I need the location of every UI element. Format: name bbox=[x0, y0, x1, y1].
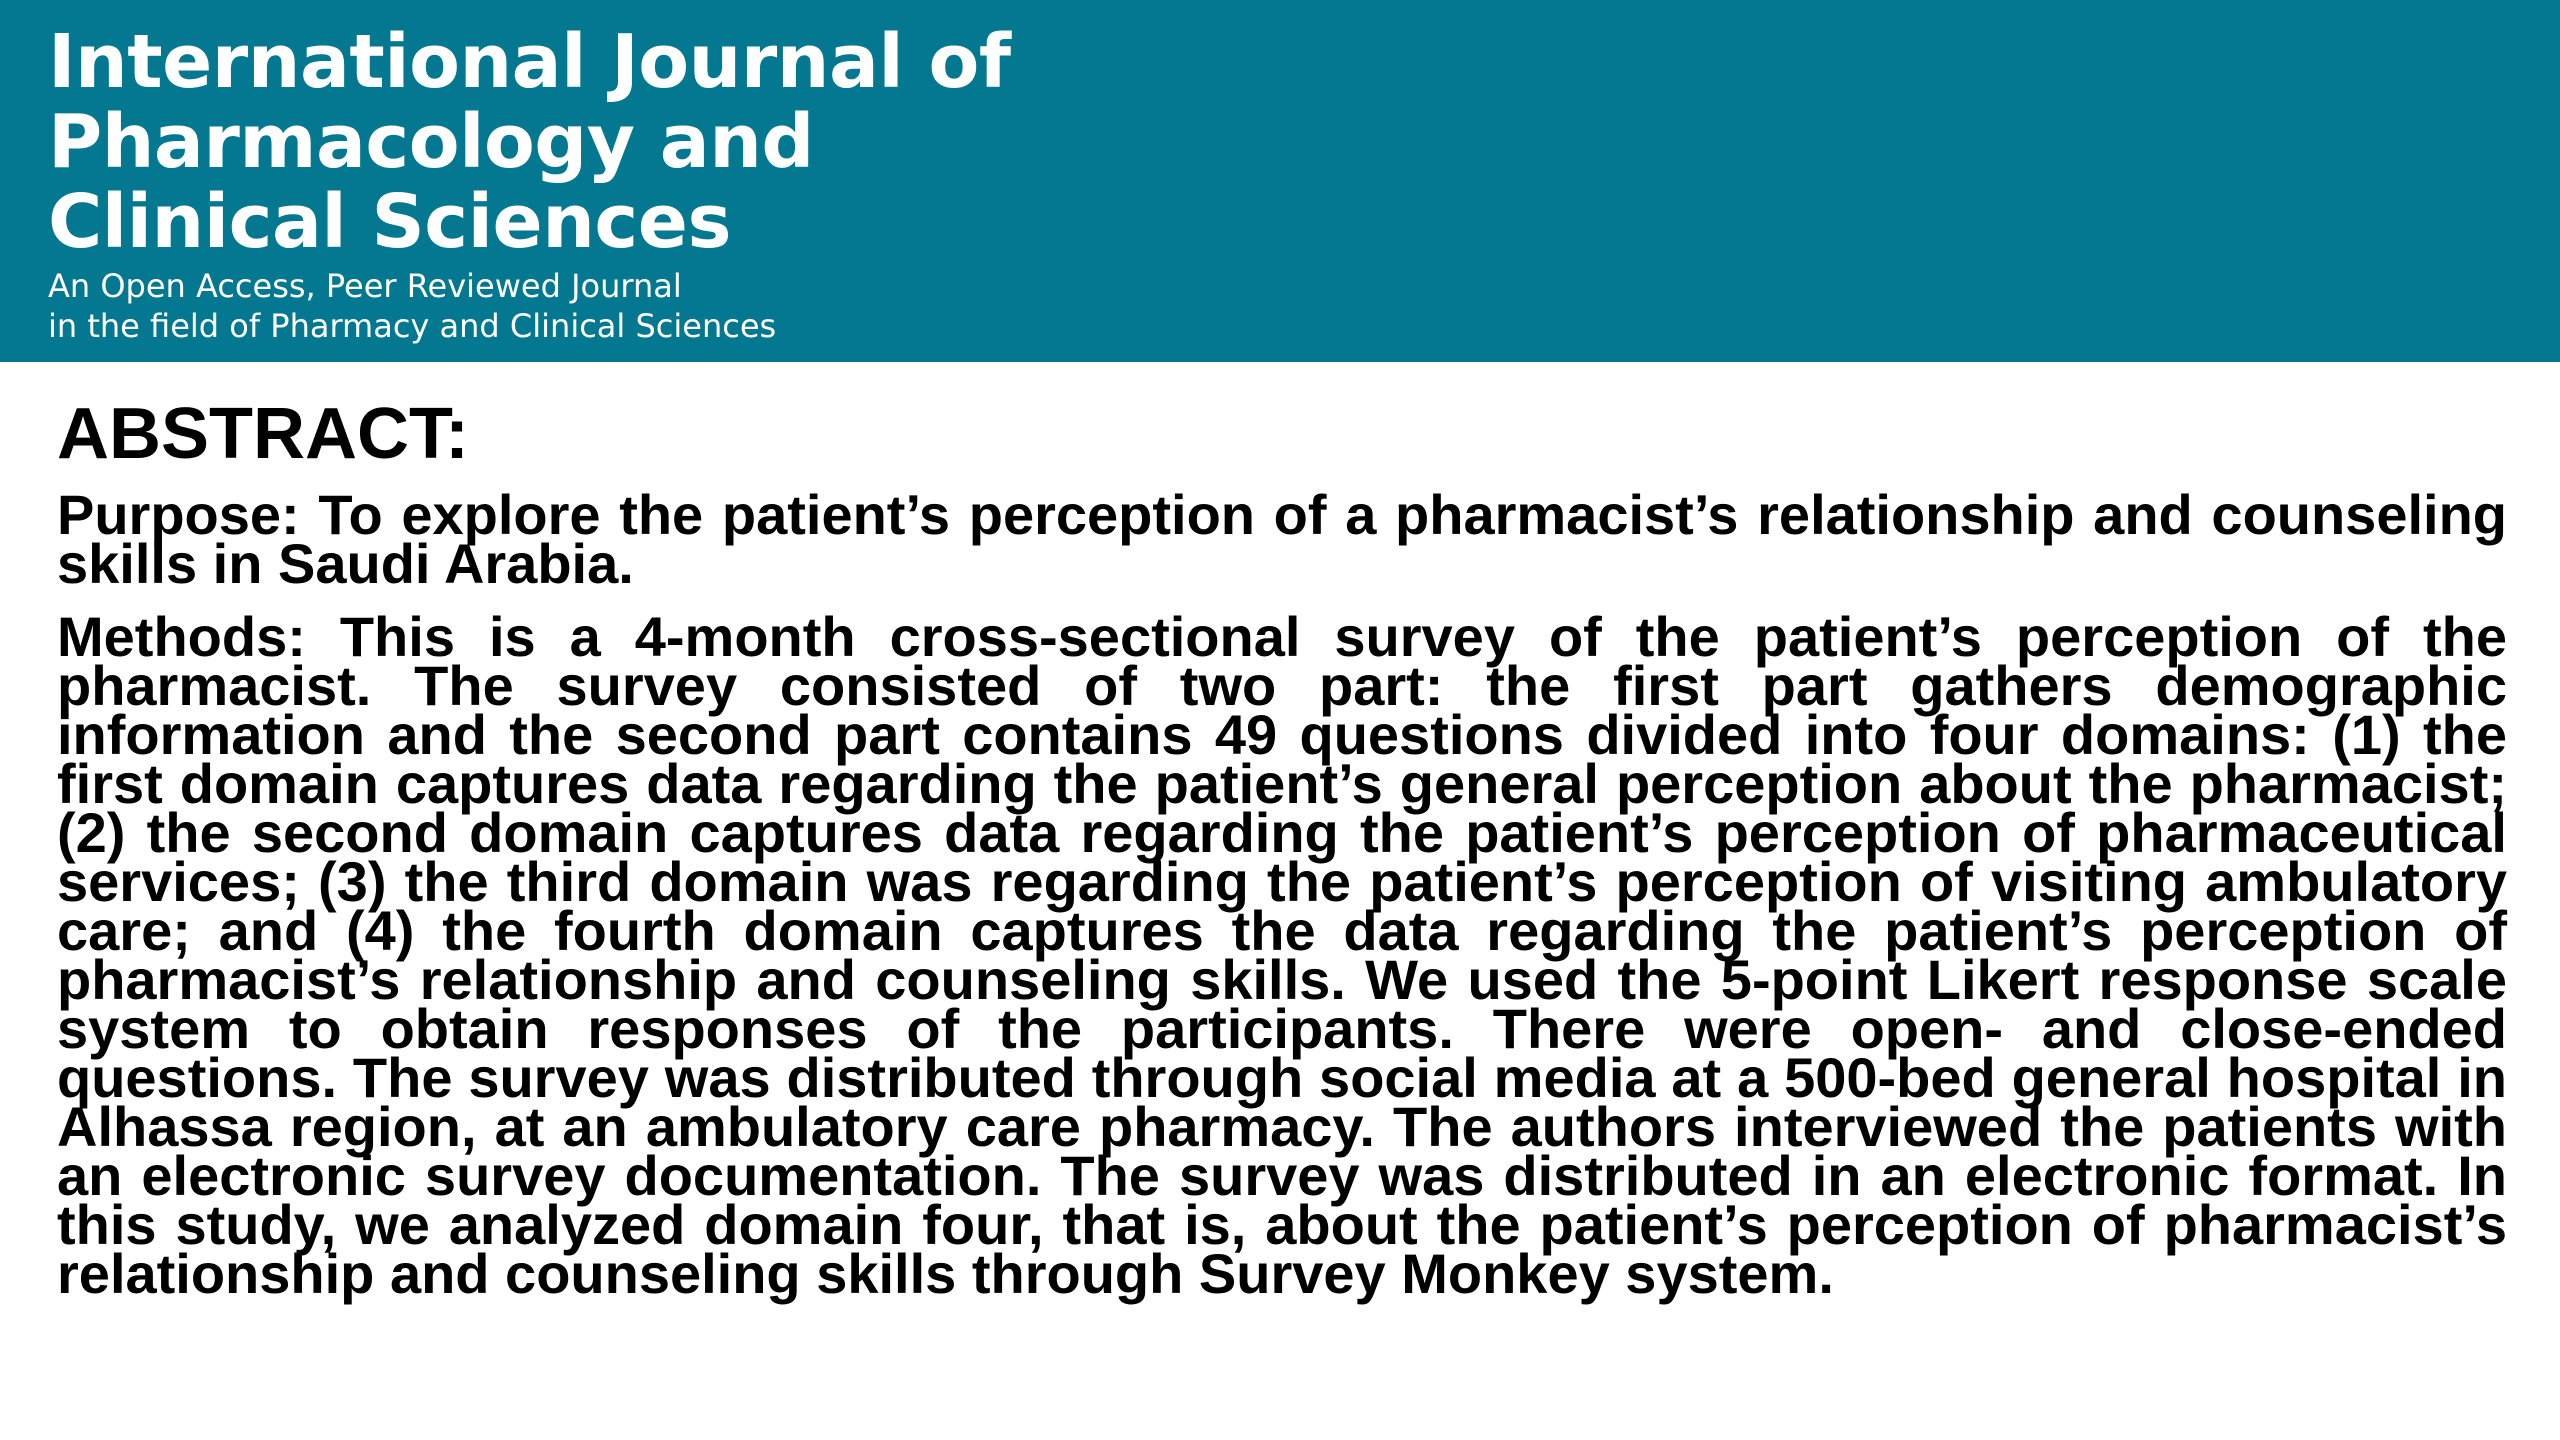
methods-label: Methods: bbox=[57, 605, 306, 668]
abstract-section bbox=[57, 392, 2507, 1322]
abstract-heading: ABSTRACT: bbox=[57, 394, 469, 474]
journal-title-line: International Journal of bbox=[48, 19, 1011, 105]
journal-title bbox=[48, 19, 2560, 265]
purpose-text: To explore the patient’s perception of a pharmacist’s relationship and counseling skills in Saudi Arabia. bbox=[57, 483, 2508, 595]
purpose-label: Purpose: bbox=[57, 483, 300, 546]
methods-text: This is a 4-month cross-sectional survey of the patient’s perception of the pharmacist. The survey consisted of two part: the first part gathers demographic information and the second part contains 49 questions divided into four domains: (1) the first domain captures data regarding the patient’s general perception about the pharmacist; (2) the second domain captures data regarding the patient’s perception of pharmaceutical services; (3) the third domain was regarding the patient’s perception of visiting ambulatory care; and (4) the fourth domain captures the data regarding the patient’s perception of pharmacist’s relationship and counseling skills. We used the 5-point Likert response scale system to obtain responses of the participants. There were open- and close-ended questions. The survey was distributed through social media at a 500-bed general hospital in Alhassa region, at an ambulatory care pharmacy. The authors interviewed the patients with an electronic survey documentation. The survey was distributed in an electronic format. In this study, we analyzed domain four, that is, about the patient’s perception of pharmacist’s relationship and counseling skills through Survey Monkey system. bbox=[57, 605, 2507, 1305]
journal-subtitle-line: An Open Access, Peer Reviewed Journal bbox=[48, 267, 682, 305]
purpose-paragraph bbox=[57, 483, 2508, 595]
methods-paragraph bbox=[57, 605, 2507, 1305]
journal-title-line: Pharmacology and bbox=[48, 99, 814, 185]
journal-title-line: Clinical Sciences bbox=[48, 179, 732, 265]
journal-subtitle bbox=[48, 266, 2560, 346]
journal-header-banner bbox=[0, 0, 2560, 362]
journal-subtitle-line: in the field of Pharmacy and Clinical Sciences bbox=[48, 307, 777, 345]
